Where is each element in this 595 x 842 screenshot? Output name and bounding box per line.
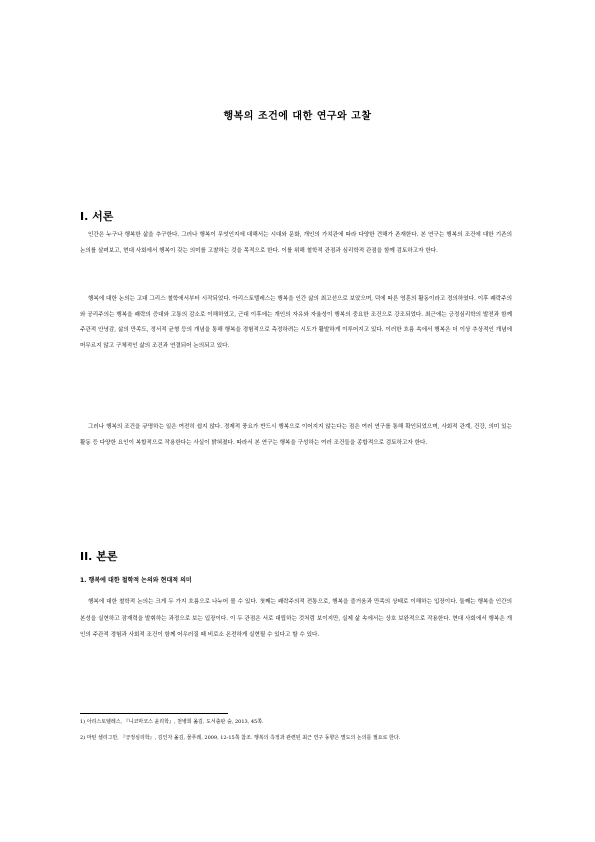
document-title: 행복의 조건에 대한 연구와 고찰 [223,111,372,122]
section-heading-body: II. 본론 [80,550,118,563]
subsection-heading: 1. 행복에 대한 철학적 논의와 현대적 의미 [80,577,192,584]
body-paragraph: 그러나 행복의 조건을 규명하는 일은 여전히 쉽지 않다. 경제적 풍요가 반드시 행복으로 이어지지 않는다는 점은 여러 연구를 통해 확인되었으며, 사회적 관계, 건강, 의미 있는 활동 등 다양한 요인이 복합적으로 작용한다는 사실이 밝혀졌다. 따라서 본 연구는 행복을 구성하는 여러 조건들을 종합적으로 검토하고자 한다. [80,424,512,446]
body-paragraph: 행복에 대한 철학적 논의는 크게 두 가지 흐름으로 나누어 볼 수 있다. 첫째는 쾌락주의적 전통으로, 행복을 즐거움과 만족의 상태로 이해하는 입장이다. 둘째는 행복을 인간의 본성을 실현하고 잠재력을 발휘하는 과정으로 보는 입장이다. 이 두 관점은 서로 대립하는 것처럼 보이지만, 실제 삶 속에서는 상호 보완적으로 작용한다. 현대 사회에서 행복은 개인의 주관적 경험과 사회적 조건이 함께 어우러질 때 비로소 온전하게 실현될 수 있다고 할 수 있다. [80,599,512,638]
footnote: 2) 마틴 셀리그만, 『긍정심리학』, 김인자 옮김, 물푸레, 2009, 12-15쪽 참조. 행복의 측정과 관련된 최근 연구 동향은 별도의 논의를 필요로 한다. [80,735,401,741]
footnote: 1) 아리스토텔레스, 『니코마코스 윤리학』, 천병희 옮김, 도서출판 숲, 2013, 45쪽. [80,719,264,725]
footnote-divider [80,713,228,714]
body-paragraph: 행복에 대한 논의는 고대 그리스 철학에서부터 시작되었다. 아리스토텔레스는 행복을 인간 삶의 최고선으로 보았으며, 덕에 따른 영혼의 활동이라고 정의하였다. 이후 쾌락주의와 공리주의는 행복을 쾌락의 증대와 고통의 감소로 이해하였고, 근대 이후에는 개인의 자유와 자율성이 행복의 중요한 조건으로 강조되었다. 최근에는 긍정심리학의 발전과 함께 주관적 안녕감, 삶의 만족도, 정서적 균형 등의 개념을 통해 행복을 경험적으로 측정하려는 시도가 활발하게 이루어지고 있다. 이러한 흐름 속에서 행복은 더 이상 추상적인 개념에 머무르지 않고 구체적인 삶의 조건과 연결되어 논의되고 있다. [80,296,512,349]
section-heading-introduction: I. 서론 [80,210,114,223]
body-paragraph: 인간은 누구나 행복한 삶을 추구한다. 그러나 행복이 무엇인지에 대해서는 시대와 문화, 개인의 가치관에 따라 다양한 견해가 존재한다. 본 연구는 행복의 조건에 대한 기존의 논의를 살펴보고, 현대 사회에서 행복이 갖는 의미를 고찰하는 것을 목적으로 한다. 이를 위해 철학적 관점과 심리학적 관점을 함께 검토하고자 한다. [80,232,512,254]
